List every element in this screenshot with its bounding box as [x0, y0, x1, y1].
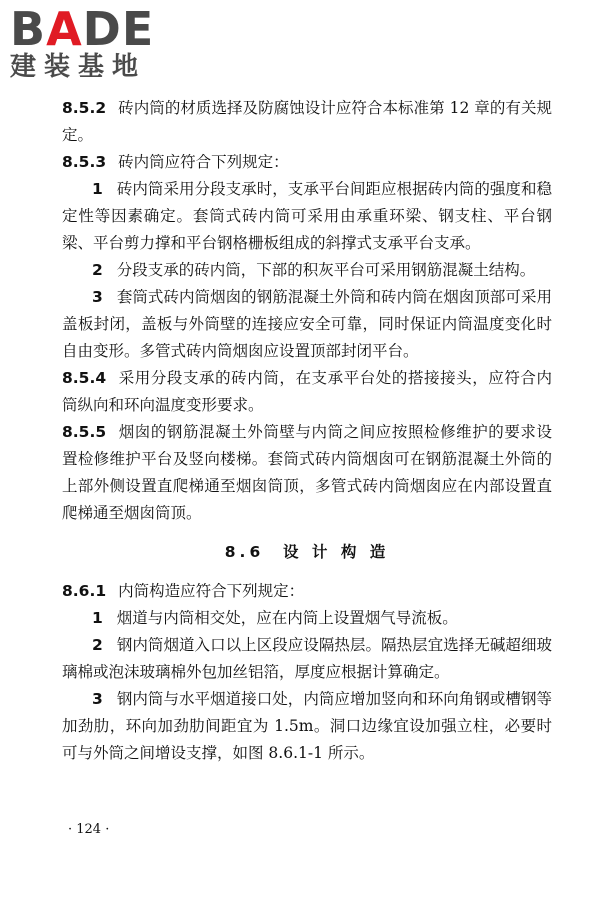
clause-8-5-4: [62, 365, 552, 419]
bade-logo: [10, 2, 180, 86]
clause-text: 烟囱的钢筋混凝土外筒壁与内筒之间应按照检修维护的要求设置检修维护平台及竖向楼梯。套筒式砖内筒烟囱可在钢筋混凝土外筒的上部外侧设置直爬梯通至烟囱筒顶，多管式砖内筒烟囱应在内部设置直爬梯通至烟囱筒顶。: [62, 423, 552, 522]
logo-wordmark: BADE: [10, 2, 155, 56]
item-number: 1: [92, 609, 103, 627]
item-text: 烟道与内筒相交处，应在内筒上设置烟气导流板。: [116, 609, 458, 627]
clause-number: 8.6.1: [62, 582, 107, 600]
item-number: 2: [92, 636, 103, 654]
list-item: [62, 686, 552, 767]
section-number: 8.6: [224, 543, 265, 561]
section-heading: [62, 539, 552, 566]
clause-number: 8.5.4: [62, 369, 107, 387]
item-text: 钢内筒与水平烟道接口处，内筒应增加竖向和环向角钢或槽钢等加劲肋，环向加劲肋间距宜为 1.5m。洞口边缘宜设加强立柱，必要时可与外筒之间增设支撑，如图 8.6.1-1 所示。: [62, 690, 552, 762]
page-number: · 124 ·: [68, 822, 110, 837]
clause-number: 8.5.3: [62, 153, 107, 171]
list-item: [62, 632, 552, 686]
item-text: 分段支承的砖内筒，下部的积灰平台可采用钢筋混凝土结构。: [116, 261, 536, 279]
clause-text: 采用分段支承的砖内筒，在支承平台处的搭接接头，应符合内筒纵向和环向温度变形要求。: [62, 369, 552, 414]
item-text: 套筒式砖内筒烟囱的钢筋混凝土外筒和砖内筒在烟囱顶部可采用盖板封闭，盖板与外筒壁的连接应安全可靠，同时保证内筒温度变化时自由变形。多管式砖内筒烟囱应设置顶部封闭平台。: [62, 288, 552, 360]
item-number: 3: [92, 690, 103, 708]
logo-subtitle: 建装基地: [10, 52, 147, 82]
list-item: [62, 176, 552, 257]
document-body: [62, 95, 552, 767]
clause-text: 砖内筒的材质选择及防腐蚀设计应符合本标准第 12 章的有关规定。: [62, 99, 552, 144]
clause-8-6-1: [62, 578, 552, 605]
clause-number: 8.5.5: [62, 423, 107, 441]
clause-8-5-5: [62, 419, 552, 527]
clause-8-5-2: [62, 95, 552, 149]
item-number: 2: [92, 261, 103, 279]
item-number: 3: [92, 288, 103, 306]
list-item: [62, 257, 552, 284]
clause-number: 8.5.2: [62, 99, 107, 117]
item-text: 砖内筒采用分段支承时，支承平台间距应根据砖内筒的强度和稳定性等因素确定。套筒式砖内筒可采用由承重环梁、钢支柱、平台钢梁、平台剪力撑和平台钢格栅板组成的斜撑式支承平台支承。: [62, 180, 552, 252]
list-item: [62, 284, 552, 365]
list-item: [62, 605, 552, 632]
section-title-text: 设 计 构 造: [283, 543, 390, 561]
clause-text: 砖内筒应符合下列规定：: [118, 153, 289, 171]
clause-8-5-3: [62, 149, 552, 176]
item-number: 1: [92, 180, 103, 198]
clause-text: 内筒构造应符合下列规定：: [118, 582, 305, 600]
item-text: 钢内筒烟道入口以上区段应设隔热层。隔热层宜选择无碱超细玻璃棉或泡沫玻璃棉外包加丝铝箔，厚度应根据计算确定。: [62, 636, 552, 681]
